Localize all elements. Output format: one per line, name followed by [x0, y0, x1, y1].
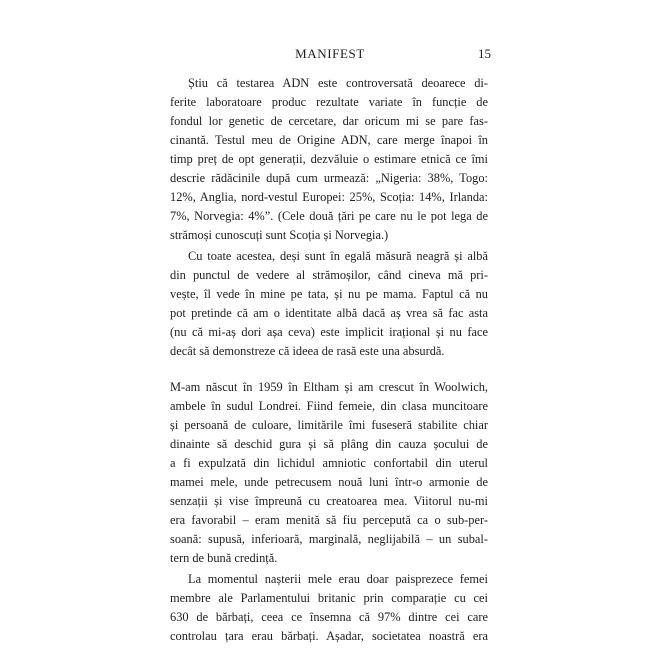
- text-line: ferite laboratoare produc rezultate variate în funcție de: [170, 95, 488, 109]
- text-line: (nu că mi-aș dori așa ceva) este implicit irațional și nu face: [170, 325, 488, 339]
- text-line: senzații și vise împreună cu creatoarea mea. Viitorul nu-mi: [170, 494, 488, 508]
- text-line: din punctul de vedere al strămoșilor, când cineva mă pri-: [170, 268, 488, 282]
- text-line: decât să demonstreze că ideea de rasă este una absurdă.: [170, 344, 445, 358]
- text-line: Cu toate acestea, deși sunt în egală măsură neagră și albă: [188, 249, 488, 263]
- text-line: 12%, Anglia, nord-vestul Europei: 25%, Scoția: 14%, Irlanda:: [170, 190, 488, 204]
- text-line: pot pretinde că am o identitate albă dacă aș vrea să fac asta: [170, 306, 488, 320]
- text-line: timp preț de opt generații, dezvăluie o estimare etnică ce îmi: [170, 152, 488, 166]
- text-line: cinantă. Testul meu de Origine ADN, care merge înapoi în: [170, 133, 488, 147]
- text-line: ambele în sudul Londrei. Fiind femeie, din clasa muncitoare: [170, 399, 488, 413]
- text-line: a fi expulzată din lichidul amniotic confortabil din uterul: [170, 456, 488, 470]
- text-line: Știu că testarea ADN este controversată deoarece di-: [188, 76, 488, 90]
- text-line: soană: supusă, inferioară, marginală, neglijabilă – un subal-: [170, 532, 488, 546]
- text-line: M-am născut în 1959 în Eltham și am crescut în Woolwich,: [170, 380, 488, 394]
- text-line: era favorabil – eram menită să fiu percepută ca o sub-per-: [170, 513, 488, 527]
- text-line: controlau țara erau bărbați. Așadar, societatea noastră era: [170, 629, 488, 643]
- running-title: MANIFEST: [295, 46, 365, 61]
- text-line: și persoană de culoare, limitările îmi fuseseră stabilite chiar: [170, 418, 488, 432]
- text-line: descrie rădăcinile după cum urmează: „Nigeria: 38%, Togo:: [170, 171, 488, 185]
- page-number: 15: [478, 46, 491, 61]
- text-line: La momentul nașterii mele erau doar paisprezece femei: [188, 572, 488, 586]
- text-line: dinainte să deschid gura și să plâng din cauza șocului de: [170, 437, 488, 451]
- text-line: fondul lor genetic de cercetare, dar oricum mi se pare fas-: [170, 114, 488, 128]
- text-line: strămoși cunoscuți sunt Scoția și Norvegia.): [170, 228, 389, 242]
- text-line: 7%, Norvegia: 4%”. (Cele două țări pe care nu le pot lega de: [170, 209, 488, 223]
- text-line: tern de bună credință.: [170, 551, 278, 565]
- text-line: membre ale Parlamentului britanic prin comparație cu cei: [170, 591, 488, 605]
- text-line: mamei mele, unde petrecusem nouă luni într-o armonie de: [170, 475, 488, 489]
- text-line: 630 de bărbați, ceea ce însemna că 97% dintre cei care: [170, 610, 488, 624]
- text-line: vește, îl vede în mine pe tata, și nu pe mama. Faptul că nu: [170, 287, 488, 301]
